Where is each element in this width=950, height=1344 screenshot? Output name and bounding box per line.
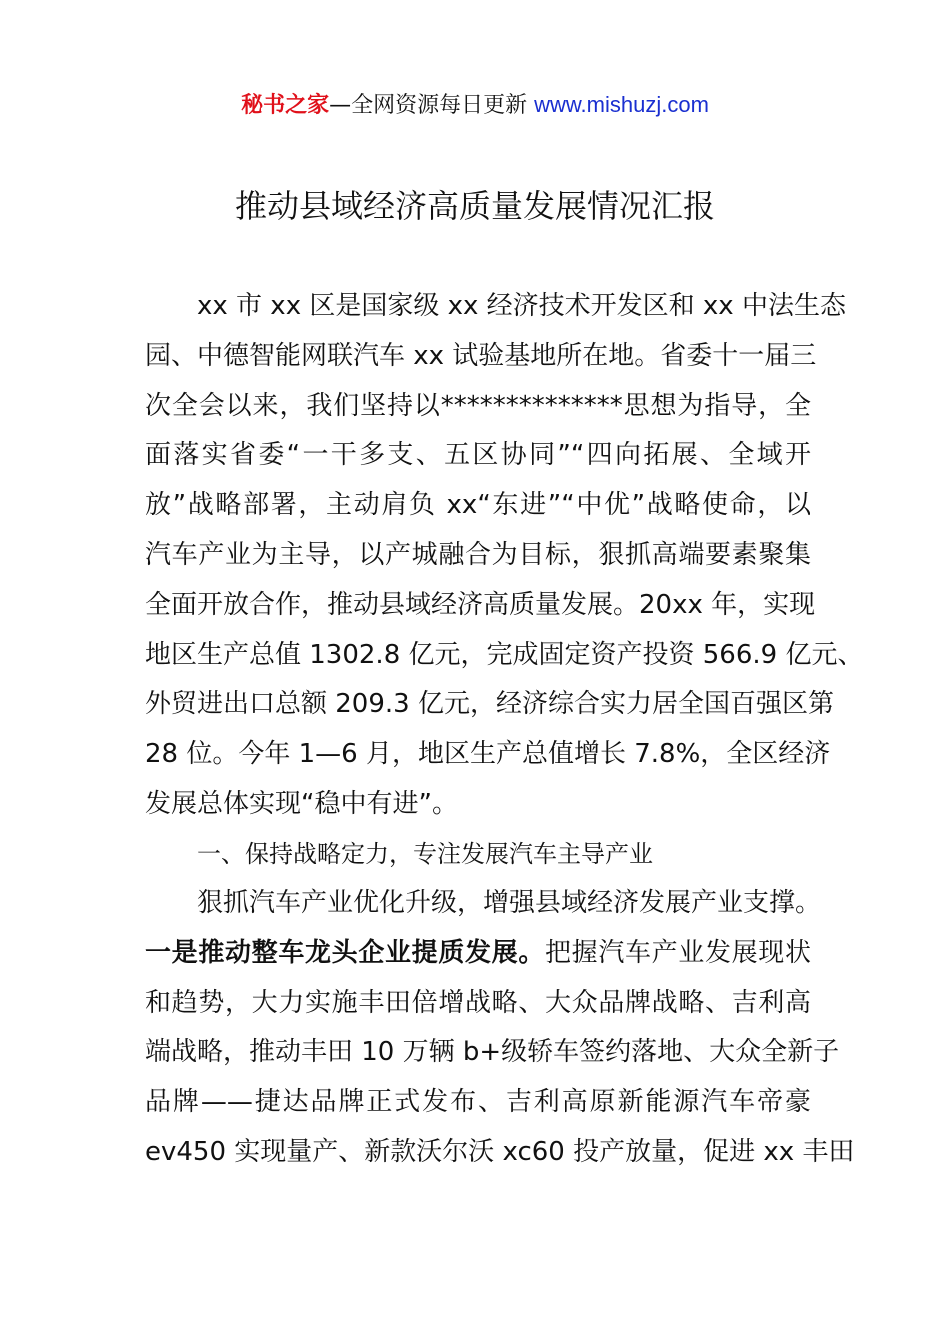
- document-title: 推动县域经济高质量发展情况汇报: [234, 187, 715, 225]
- site-url[interactable]: www.mishuzj.com: [534, 92, 709, 117]
- paragraph-text: 把握汽车产业发展现状: [544, 937, 811, 968]
- paragraph-line: 和趋势，大力实施丰田倍增战略、大众品牌战略、吉利高: [145, 987, 811, 1018]
- paragraph-line: 地区生产总值 1302.8 亿元，完成固定资产投资 566.9 亿元、: [145, 639, 864, 670]
- paragraph-line: 园、中德智能网联汽车 xx 试验基地所在地。省委十一届三: [145, 340, 817, 371]
- intro-paragraph: [145, 282, 864, 830]
- paragraph-line: 次全会以来，我们坚持以**************思想为指导，全: [145, 390, 811, 421]
- paragraph-line: 面落实省委“一干多支、五区协同”“四向拓展、全域开: [145, 440, 811, 471]
- bold-lead-phrase: 一是推动整车龙头企业提质发展。: [145, 937, 545, 968]
- paragraph-line: 全面开放合作，推动县域经济高质量发展。20xx 年，实现: [145, 589, 816, 620]
- site-header: [0, 88, 950, 123]
- paragraph-line: xx 市 xx 区是国家级 xx 经济技术开发区和 xx 中法生态: [197, 291, 846, 321]
- section-heading: 一、保持战略定力，专注发展汽车主导产业: [197, 840, 653, 868]
- paragraph-line: 放”战略部署，主动肩负 xx“东进”“中优”战略使命，以: [145, 490, 811, 521]
- paragraph-line: 外贸进出口总额 209.3 亿元，经济综合实力居全国百强区第: [145, 689, 834, 720]
- paragraph-line: 狠抓汽车产业优化升级，增强县域经济发展产业支撑。: [197, 888, 822, 918]
- paragraph-line: 品牌——捷达品牌正式发布、吉利高原新能源汽车帝豪: [145, 1087, 811, 1118]
- paragraph-line: 28 位。今年 1—6 月，地区生产总值增长 7.8%，全区经济: [145, 739, 831, 770]
- header-tagline: —全网资源每日更新: [329, 93, 528, 118]
- paragraph-line: 汽车产业为主导，以产城融合为目标，狠抓高端要素聚集: [145, 539, 811, 570]
- section-paragraph: [145, 879, 855, 1178]
- brand-name: 秘书之家: [241, 93, 330, 118]
- paragraph-line: 端战略，推动丰田 10 万辆 b+级轿车签约落地、大众全新子: [145, 1037, 840, 1068]
- paragraph-line: 发展总体实现“稳中有进”。: [145, 788, 458, 819]
- paragraph-line: [145, 929, 811, 979]
- paragraph-line: ev450 实现量产、新款沃尔沃 xc60 投产放量，促进 xx 丰田: [145, 1136, 855, 1167]
